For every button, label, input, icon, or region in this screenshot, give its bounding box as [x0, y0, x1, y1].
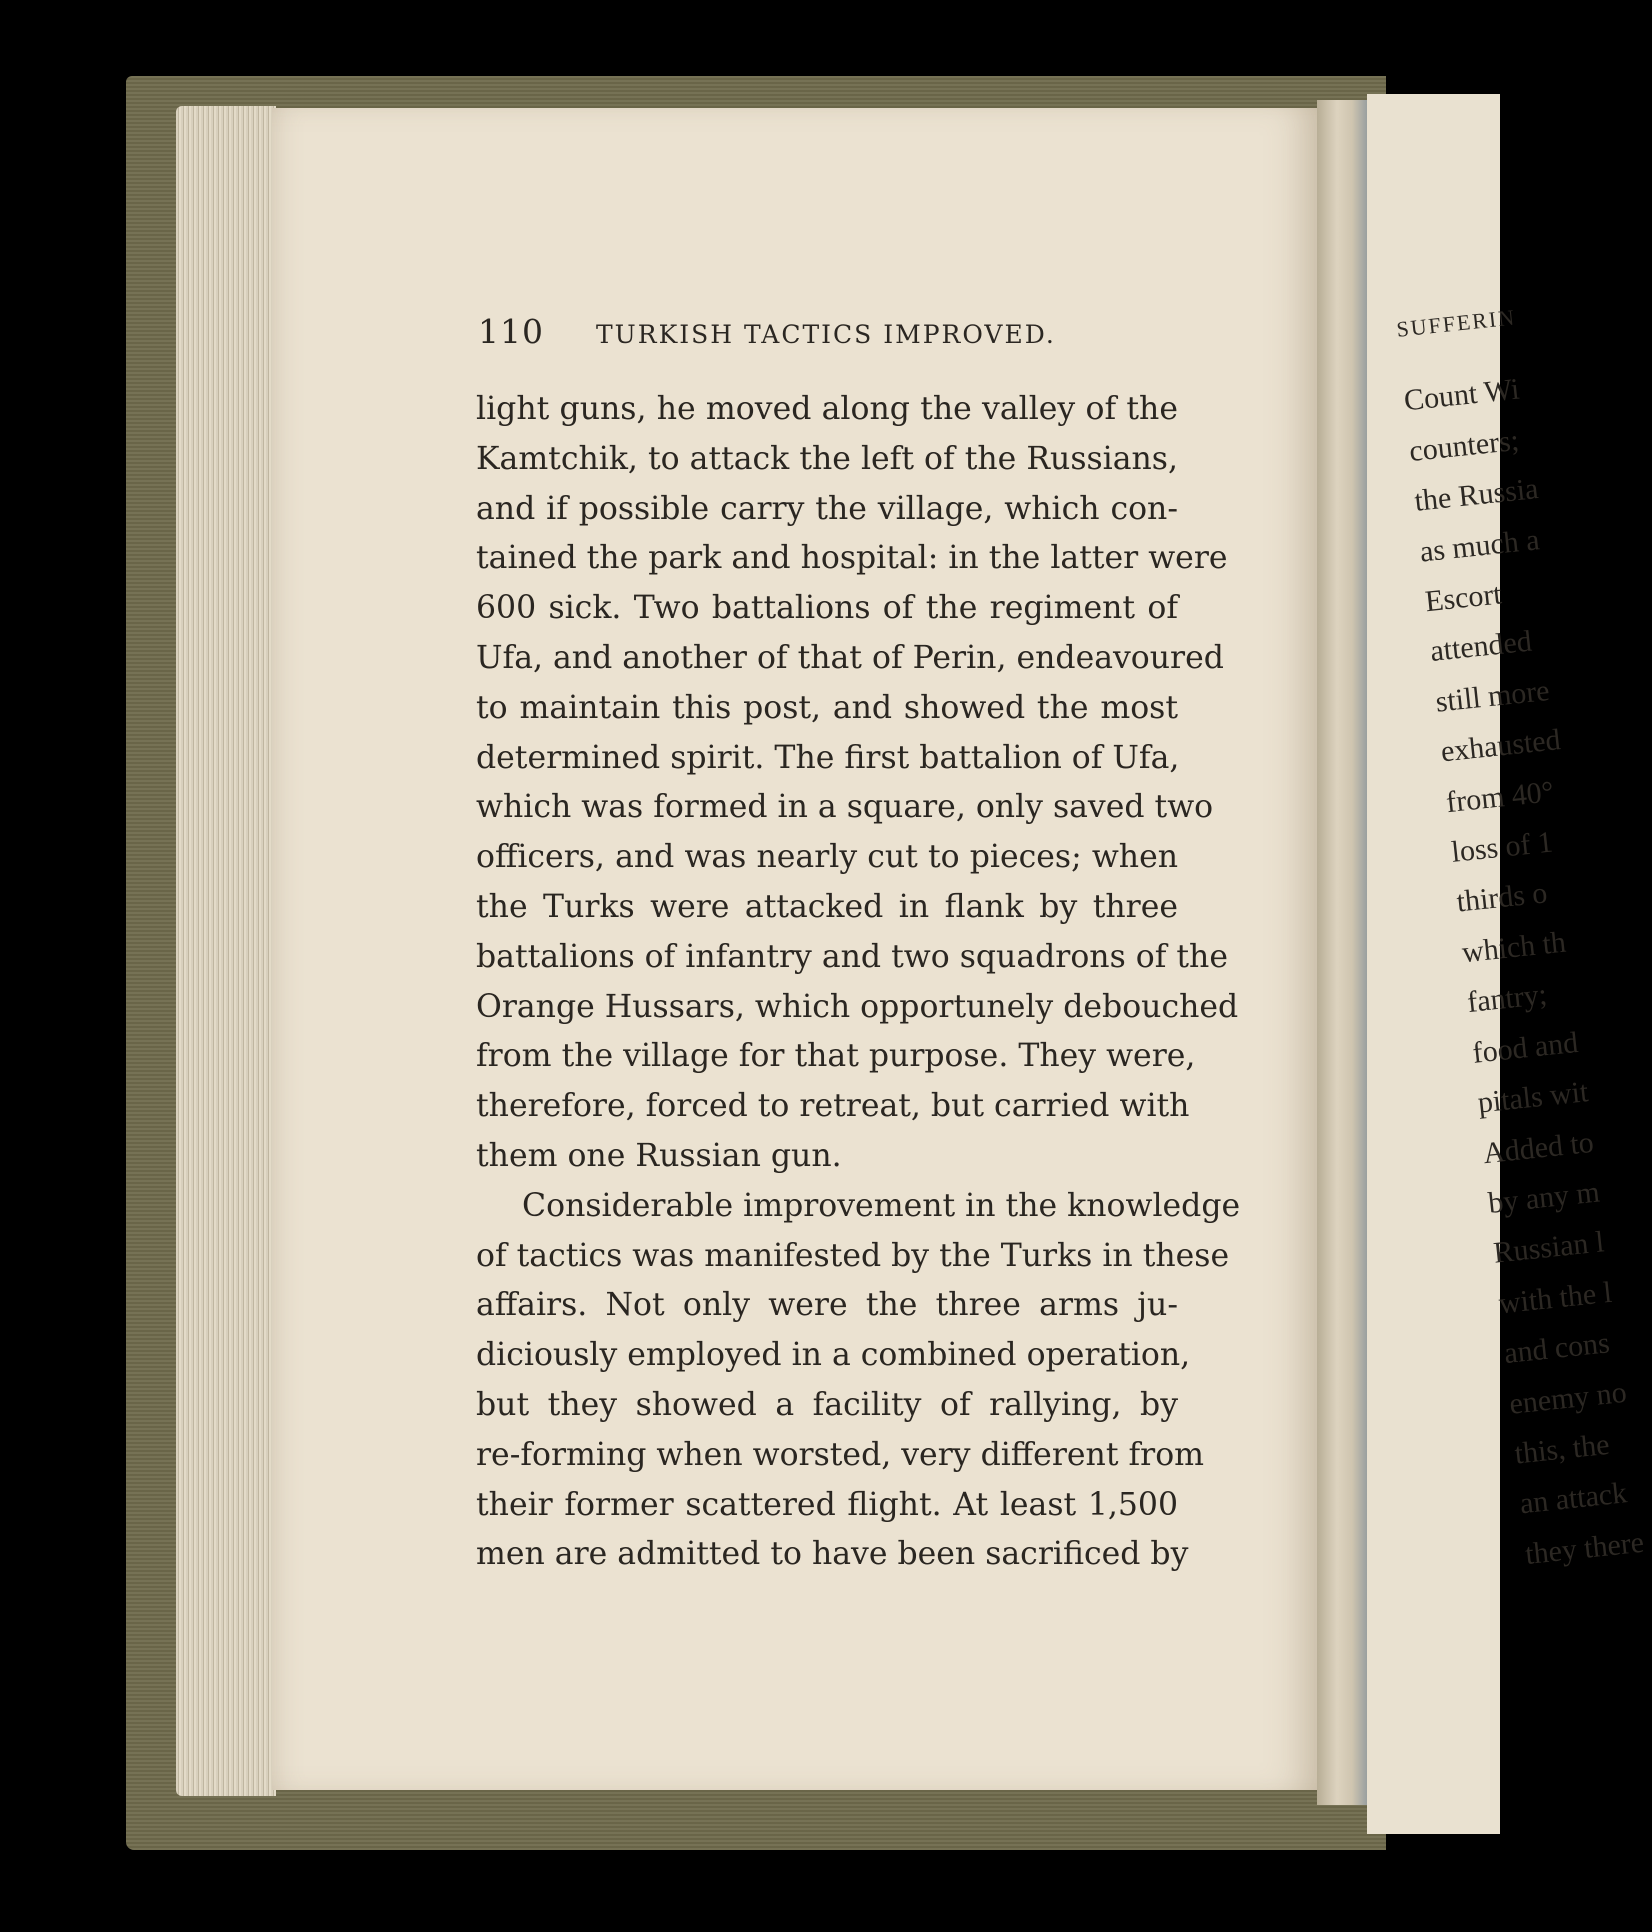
text-line: from the village for that purpose. They were,	[476, 1038, 1196, 1075]
paragraph	[476, 1182, 1241, 1580]
text-line: the Turks were attacked in flank by three	[476, 888, 1178, 925]
text-line: light guns, he moved along the valley of the	[476, 391, 1178, 427]
facing-text-line: thirds o	[1455, 876, 1549, 920]
text-line: of tactics was manifested by the Turks in these	[476, 1237, 1230, 1274]
text-line: Orange Hussars, which opportunely debouched	[476, 988, 1239, 1025]
book-gutter	[1317, 100, 1367, 1805]
facing-text-line: they there	[1523, 1525, 1646, 1571]
facing-text-line: Count Wi	[1402, 372, 1521, 418]
page-body-text	[476, 385, 1241, 1580]
text-line: diciously employed in a combined operation,	[476, 1337, 1191, 1374]
facing-text-line: Escort	[1423, 577, 1504, 619]
facing-text-line: with the l	[1497, 1275, 1614, 1321]
facing-text-line: by any m	[1486, 1175, 1602, 1220]
page-number: 110	[478, 312, 544, 351]
text-line: them one Russian gun.	[476, 1137, 842, 1174]
text-line: tained the park and hospital: in the latter were	[476, 540, 1228, 577]
facing-text-line: fantry;	[1465, 978, 1549, 1020]
facing-text-line: from 40°	[1444, 774, 1556, 819]
facing-text-line: this, the	[1513, 1427, 1611, 1471]
text-line: Considerable improvement in the knowledge	[522, 1187, 1241, 1224]
text-line: determined spirit. The first battalion of Ufa,	[476, 739, 1180, 776]
facing-text-line: food and	[1470, 1025, 1580, 1070]
facing-text-line: as much a	[1418, 522, 1541, 569]
text-line: officers, and was nearly cut to pieces; when	[476, 839, 1178, 876]
facing-text-line: enemy no	[1507, 1375, 1629, 1421]
text-line: and if possible carry the village, which con-	[476, 490, 1178, 527]
text-line: their former scattered flight. At least 1,500	[476, 1486, 1178, 1523]
facing-text-line: and cons	[1502, 1326, 1612, 1371]
text-line: to maintain this post, and showed the most	[476, 689, 1178, 726]
text-line: men are admitted to have been sacrificed by	[476, 1536, 1189, 1573]
text-line: re-forming when worsted, very different from	[476, 1436, 1205, 1473]
text-line: but they showed a facility of rallying, by	[476, 1386, 1178, 1423]
text-line: therefore, forced to retreat, but carried with	[476, 1088, 1190, 1125]
facing-text-line: which th	[1460, 925, 1568, 970]
facing-text-line: exhausted	[1439, 723, 1563, 769]
facing-text-line: counters;	[1407, 423, 1521, 468]
running-head-title: TURKISH TACTICS IMPROVED.	[596, 320, 1056, 349]
text-line: which was formed in a square, only saved two	[476, 789, 1214, 826]
text-line: Kamtchik, to attack the left of the Russians,	[476, 440, 1178, 477]
facing-text-line: Added to	[1481, 1125, 1596, 1170]
facing-text-line: still more	[1434, 673, 1551, 719]
page-edges	[176, 106, 276, 1796]
text-line: battalions of infantry and two squadrons of the	[476, 938, 1228, 975]
facing-text-line: Russian l	[1491, 1225, 1606, 1270]
facing-text-line: the Russia	[1412, 472, 1540, 519]
facing-text-line: loss of 1	[1449, 825, 1555, 869]
running-head	[478, 312, 1178, 362]
facing-text-line: attended	[1428, 624, 1534, 669]
facing-text-line: an attack	[1518, 1476, 1629, 1521]
text-line: Ufa, and another of that of Perin, endeavoured	[476, 639, 1224, 676]
facing-text-line: pitals wit	[1476, 1075, 1590, 1120]
paragraph	[476, 385, 1239, 1182]
text-line: affairs. Not only were the three arms ju-	[476, 1287, 1178, 1324]
text-line: 600 sick. Two battalions of the regiment of	[476, 590, 1178, 627]
facing-running-head: SUFFERIN	[1395, 304, 1518, 342]
